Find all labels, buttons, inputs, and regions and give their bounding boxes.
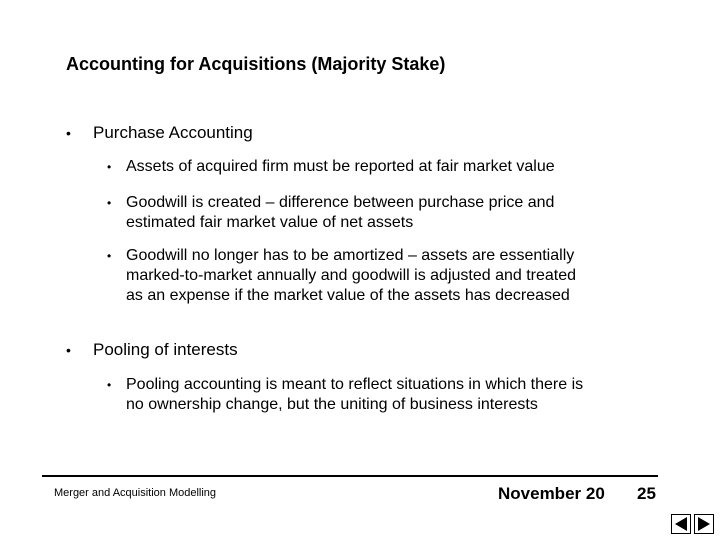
footer-presentation-name: Merger and Acquisition Modelling — [54, 487, 217, 499]
sub-bullet-text: Goodwill is created – difference between purchase price and estimated fair market value of net assets — [126, 194, 555, 231]
bullet-dot: • — [107, 378, 112, 392]
footer-divider — [42, 475, 658, 477]
footer-date: November 20 — [498, 484, 605, 503]
sub-bullet-text: Assets of acquired firm must be reported at fair market value — [126, 158, 555, 175]
next-slide-button[interactable] — [694, 514, 714, 534]
triangle-left-icon — [671, 514, 691, 534]
bullet-dot: • — [107, 249, 112, 263]
sub-bullet — [107, 157, 617, 177]
bullet-dot: • — [66, 125, 71, 141]
sub-bullet-text: Pooling accounting is meant to reflect situations in which there is no ownership change, but the uniting of business interests — [126, 376, 584, 413]
bullet-dot: • — [66, 342, 71, 358]
section-label: Pooling of interests — [93, 340, 238, 359]
sub-bullet — [107, 246, 597, 306]
sub-bullet-text: Goodwill no longer has to be amortized – assets are essentially marked-to-market annually and goodwill is adjusted and treated as an expense if the market value of the assets has decreased — [126, 247, 577, 304]
bullet-dot: • — [107, 160, 112, 174]
triangle-right-icon — [694, 514, 714, 534]
section-label: Purchase Accounting — [93, 123, 253, 142]
sub-bullet — [107, 375, 597, 415]
slide-title: Accounting for Acquisitions (Majority Stake) — [66, 54, 446, 74]
previous-slide-button[interactable] — [671, 514, 691, 534]
sub-bullet — [107, 193, 617, 233]
bullet-dot: • — [107, 196, 112, 210]
page-number: 25 — [637, 484, 656, 503]
